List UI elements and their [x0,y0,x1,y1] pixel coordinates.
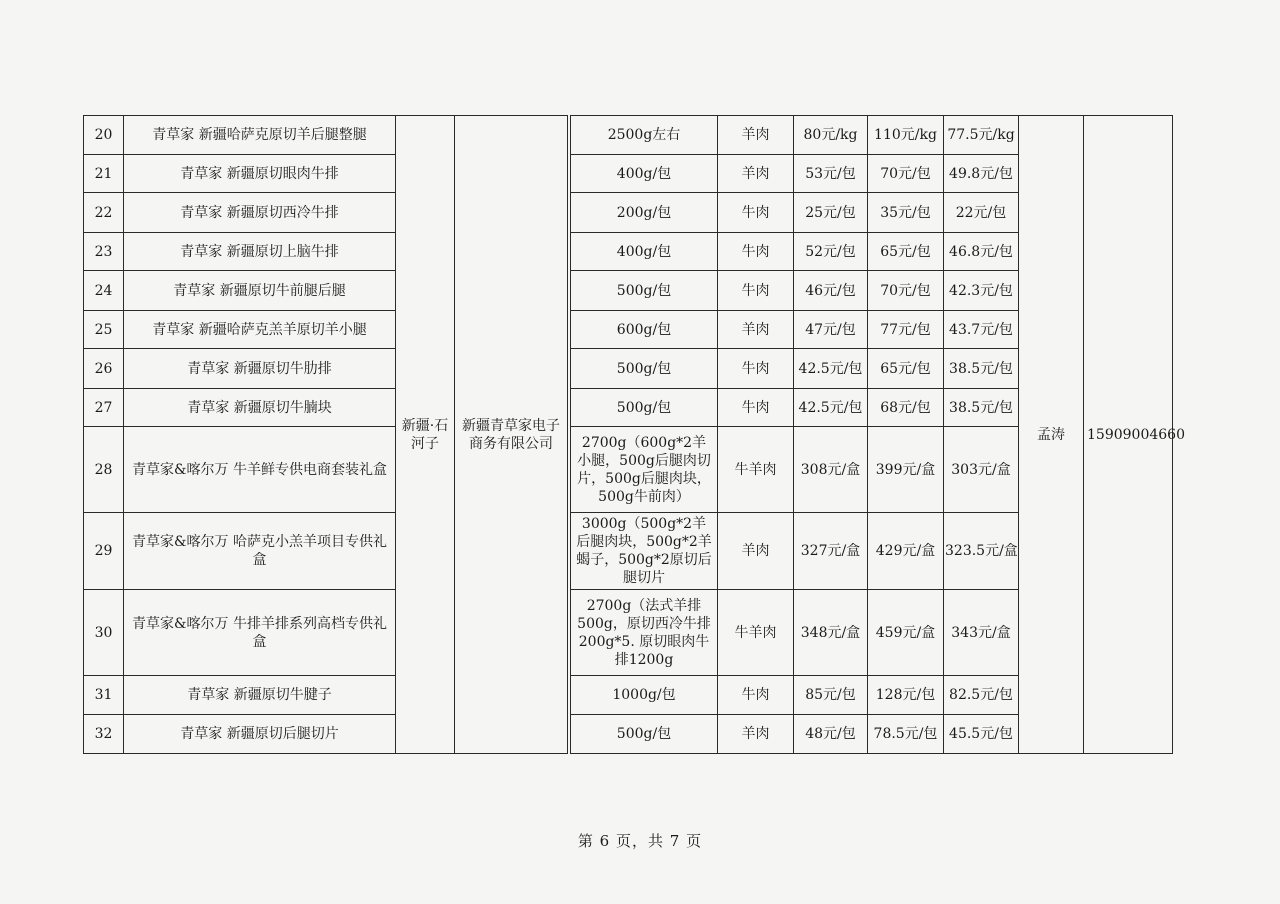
row-number: 31 [84,676,124,715]
price-cell: 35元/包 [868,193,944,233]
product-name: 青草家 新疆原切牛腩块 [124,389,396,427]
spec-cell: 2700g（600g*2羊小腿，500g后腿肉切片，500g后腿肉块，500g牛前肉） [571,427,718,513]
table-row [84,233,1173,271]
price-cell: 303元/盒 [944,427,1019,513]
meat-type-cell: 牛肉 [718,389,794,427]
row-number: 28 [84,427,124,513]
spec-cell: 2500g左右 [571,116,718,155]
price-cell: 70元/包 [868,155,944,193]
price-cell: 80元/kg [794,116,868,155]
price-cell: 110元/kg [868,116,944,155]
spec-cell: 500g/包 [571,389,718,427]
product-name: 青草家 新疆哈萨克羔羊原切羊小腿 [124,311,396,349]
price-cell: 46.8元/包 [944,233,1019,271]
product-price-table [83,115,1185,754]
price-cell: 25元/包 [794,193,868,233]
meat-type-cell: 牛肉 [718,676,794,715]
meat-type-cell: 羊肉 [718,715,794,754]
price-cell: 343元/盒 [944,590,1019,676]
price-cell: 82.5元/包 [944,676,1019,715]
meat-type-cell: 羊肉 [718,513,794,590]
row-number: 20 [84,116,124,155]
price-cell: 85元/包 [794,676,868,715]
row-number: 25 [84,311,124,349]
product-name: 青草家&喀尔万 牛羊鲜专供电商套装礼盒 [124,427,396,513]
price-cell: 70元/包 [868,271,944,311]
product-name: 青草家&喀尔万 牛排羊排系列高档专供礼盒 [124,590,396,676]
price-cell: 49.8元/包 [944,155,1019,193]
price-cell: 459元/盒 [868,590,944,676]
table-row [84,116,1173,155]
table-row [84,271,1173,311]
table-row [84,349,1173,389]
price-cell: 42.5元/包 [794,349,868,389]
row-number: 21 [84,155,124,193]
row-number: 27 [84,389,124,427]
price-cell: 43.7元/包 [944,311,1019,349]
spec-cell: 400g/包 [571,155,718,193]
price-cell: 48元/包 [794,715,868,754]
page-number: 第 6 页，共 7 页 [577,832,703,850]
price-cell: 53元/包 [794,155,868,193]
meat-type-cell: 牛肉 [718,271,794,311]
price-cell: 45.5元/包 [944,715,1019,754]
meat-type-cell: 羊肉 [718,155,794,193]
spec-cell: 500g/包 [571,715,718,754]
meat-type-cell: 牛羊肉 [718,427,794,513]
price-cell: 429元/盒 [868,513,944,590]
price-cell: 42.3元/包 [944,271,1019,311]
table-row [84,389,1173,427]
row-number: 24 [84,271,124,311]
spec-cell: 500g/包 [571,271,718,311]
row-number: 22 [84,193,124,233]
price-cell: 38.5元/包 [944,349,1019,389]
spec-cell: 1000g/包 [571,676,718,715]
product-name: 青草家 新疆原切后腿切片 [124,715,396,754]
spec-cell: 600g/包 [571,311,718,349]
price-cell: 42.5元/包 [794,389,868,427]
price-cell: 128元/包 [868,676,944,715]
contact-name-cell: 孟涛 [1019,116,1084,754]
price-cell: 38.5元/包 [944,389,1019,427]
product-name: 青草家 新疆原切牛前腿后腿 [124,271,396,311]
price-cell: 323.5元/盒 [944,513,1019,590]
price-cell: 52元/包 [794,233,868,271]
price-cell: 65元/包 [868,349,944,389]
price-cell: 77.5元/kg [944,116,1019,155]
table-body [84,116,1185,754]
price-cell: 77元/包 [868,311,944,349]
row-number: 32 [84,715,124,754]
meat-type-cell: 牛肉 [718,233,794,271]
product-name: 青草家&喀尔万 哈萨克小羔羊项目专供礼盒 [124,513,396,590]
product-name: 青草家 新疆原切上脑牛排 [124,233,396,271]
contact-phone-cell: 15909004660 [1084,116,1173,754]
spec-cell: 500g/包 [571,349,718,389]
meat-type-cell: 羊肉 [718,311,794,349]
table-row [84,193,1173,233]
price-cell: 47元/包 [794,311,868,349]
table-row [84,513,1173,590]
price-cell: 348元/盒 [794,590,868,676]
table-row [84,590,1173,676]
spec-cell: 3000g（500g*2羊后腿肉块，500g*2羊蝎子，500g*2原切后腿切片 [571,513,718,590]
spec-cell: 200g/包 [571,193,718,233]
company-cell: 新疆青草家电子商务有限公司 [455,116,568,754]
meat-type-cell: 牛肉 [718,349,794,389]
product-name: 青草家 新疆原切西冷牛排 [124,193,396,233]
price-cell: 78.5元/包 [868,715,944,754]
meat-type-cell: 羊肉 [718,116,794,155]
product-name: 青草家 新疆原切眼肉牛排 [124,155,396,193]
meat-type-cell: 牛羊肉 [718,590,794,676]
table-row [84,676,1173,715]
meat-type-cell: 牛肉 [718,193,794,233]
spec-cell: 400g/包 [571,233,718,271]
row-number: 23 [84,233,124,271]
price-cell: 22元/包 [944,193,1019,233]
price-cell: 46元/包 [794,271,868,311]
spec-cell: 2700g（法式羊排500g，原切西冷牛排200g*5. 原切眼肉牛排1200g [571,590,718,676]
price-cell: 327元/盒 [794,513,868,590]
region-cell: 新疆·石河子 [396,116,455,754]
price-cell: 399元/盒 [868,427,944,513]
row-number: 29 [84,513,124,590]
table-row [84,311,1173,349]
price-cell: 308元/盒 [794,427,868,513]
product-name: 青草家 新疆哈萨克原切羊后腿整腿 [124,116,396,155]
table-row [84,155,1173,193]
table-row [84,427,1173,513]
row-number: 26 [84,349,124,389]
product-name: 青草家 新疆原切牛肋排 [124,349,396,389]
price-cell: 68元/包 [868,389,944,427]
table-row [84,715,1173,754]
row-number: 30 [84,590,124,676]
price-cell: 65元/包 [868,233,944,271]
product-name: 青草家 新疆原切牛腱子 [124,676,396,715]
